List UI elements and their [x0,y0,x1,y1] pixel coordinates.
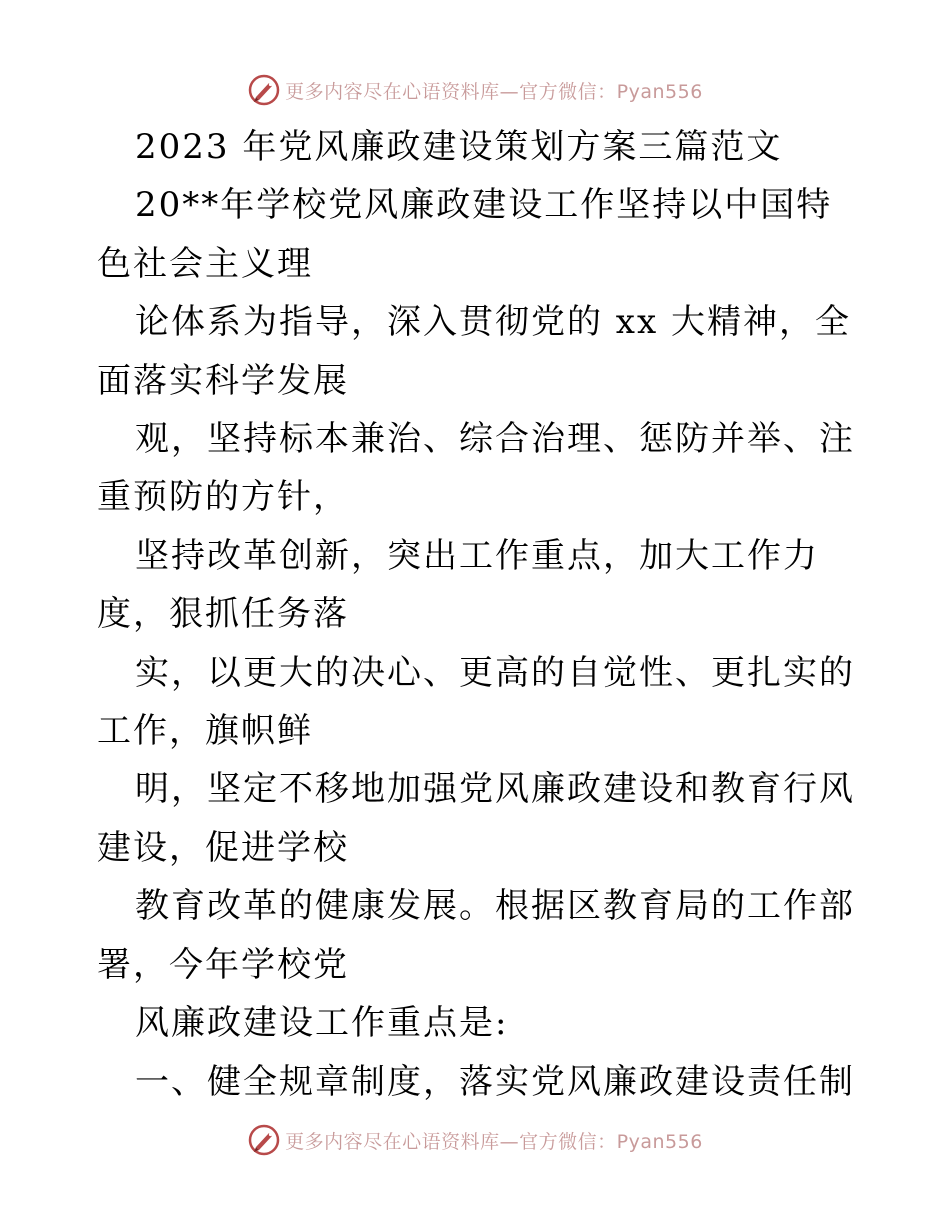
footer-watermark [0,1122,950,1158]
paragraph-line: 坚持改革创新，突出工作重点，加大工作力度，狠抓任务落 [97,535,819,635]
paragraph-line: 风廉政建设工作重点是: [135,1003,509,1044]
section-heading: 一、健全规章制度，落实党风廉政建设责任制 [135,1061,855,1102]
paragraph-line: 论体系为指导，深入贯彻党的 xx 大精神，全面落实科学发展 [97,302,851,401]
paragraph-line: 明，坚定不移地加强党风廉政建设和教育行风建设，促进学校 [97,769,855,868]
document-title: 2023 年党风廉政建设策划方案三篇范文 [135,127,783,167]
document-body [97,118,857,1111]
paragraph-line: 观，坚持标本兼治、综合治理、惩防并举、注重预防的方针， [97,419,855,518]
pen-nib-logo-icon [247,1123,281,1157]
paragraph-line: 实，以更大的决心、更高的自觉性、更扎实的工作，旗帜鲜 [97,652,855,752]
header-watermark [0,72,950,108]
watermark-text: 更多内容尽在心语资料库—官方微信：Pyan556 [285,80,703,103]
watermark-text: 更多内容尽在心语资料库—官方微信：Pyan556 [285,1130,703,1153]
paragraph-line: 20**年学校党风廉政建设工作坚持以中国特色社会主义理 [97,185,833,284]
paragraph-line: 教育改革的健康发展。根据区教育局的工作部署，今年学校党 [97,886,855,985]
pen-nib-logo-icon [247,73,281,107]
